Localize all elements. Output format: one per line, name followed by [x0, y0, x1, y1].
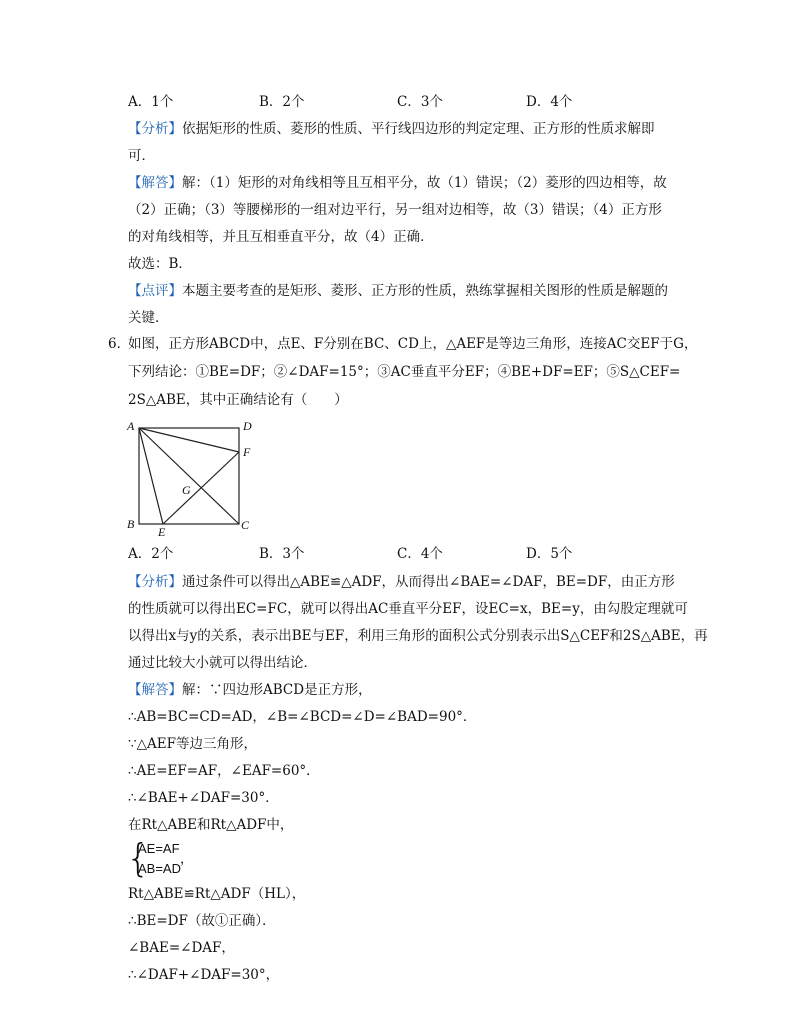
q6-answer: 【解答】解：∵四边形ABCD是正方形， — [128, 682, 372, 698]
label-f: F — [243, 445, 251, 459]
q6-analysis-line-4: 通过比较大小就可以得出结论． — [128, 655, 317, 671]
diagonal-ac — [139, 428, 239, 524]
q5-option-a: A．1个 — [128, 94, 174, 110]
equation-1: AE=AF — [138, 841, 180, 856]
q6-analysis-line-2: 的性质就可以得出EC=FC，就可以得出AC垂直平分EF，设EC=x，BE=y，由勾股定理就可 — [128, 601, 688, 617]
q5-answer: 【解答】解：（1）矩形的对角线相等且互相平分，故（1）错误；（2）菱形的四边相等，故 — [128, 175, 667, 191]
q6-analysis-line-3: 以得出x与y的关系，表示出BE与EF，利用三角形的面积公式分别表示出S△CEF和2S△ABE，再 — [128, 628, 708, 644]
q6-analysis: 【分析】通过条件可以得出△ABE≌△ADF，从而得出∠BAE=∠DAF，BE=DF，由正方形 — [128, 574, 675, 590]
q5-analysis-line-2: 可． — [128, 148, 155, 164]
q6-option-d: D．5个 — [526, 546, 573, 562]
q6-stem-line-2: 下列结论：①BE=DF；②∠DAF=15°；③AC垂直平分EF；④BE+DF=EF；⑤S△CEF= — [128, 364, 681, 380]
equation-2: AB=AD — [138, 861, 181, 876]
q6-answer-line-10: ∴∠DAF+∠DAF=30°， — [128, 967, 280, 983]
q5-option-b: B．2个 — [259, 94, 305, 110]
q6-answer-line-7: Rt△ABE≌Rt△ADF（HL）， — [128, 886, 306, 902]
q5-comment: 【点评】本题主要考查的是矩形、菱形、正方形的性质，熟练掌握相关图形的性质是解题的 — [128, 283, 668, 299]
q5-option-c: C．3个 — [397, 94, 443, 110]
q6-answer-line-6: 在Rt△ABE和Rt△ADF中， — [128, 817, 294, 833]
q6-answer-line-8: ∴BE=DF（故①正确）． — [128, 913, 276, 929]
q6-stem-line-1: 如图，正方形ABCD中，点E、F分别在BC、CD上，△AEF是等边三角形，连接AC交EF于G， — [128, 336, 698, 352]
q6-stem-line-3: 2S△ABE，其中正确结论有（ ） — [128, 392, 348, 408]
label-b: B — [127, 517, 135, 531]
square-figure — [120, 416, 260, 536]
label-g: G — [182, 483, 191, 497]
q5-answer-line-4: 故选：B． — [128, 256, 192, 272]
q6-option-c: C．4个 — [397, 546, 443, 562]
answer-tag: 【解答】 — [128, 682, 182, 698]
system-comma: ， — [180, 851, 194, 866]
q6-answer-line-9: ∠BAE=∠DAF， — [128, 940, 235, 956]
q6-answer-line-2: ∴AB=BC=CD=AD，∠B=∠BCD=∠D=∠BAD=90°． — [128, 709, 477, 725]
analysis-tag: 【分析】 — [128, 121, 182, 137]
q5-comment-line-2: 关键． — [128, 310, 169, 326]
label-d: D — [243, 419, 252, 433]
q6-option-a: A．2个 — [128, 546, 174, 562]
comment-tag: 【点评】 — [128, 283, 182, 299]
segment-ae — [139, 428, 163, 524]
label-e: E — [158, 525, 166, 536]
q6-number: 6． — [108, 336, 131, 352]
label-c: C — [241, 518, 250, 532]
q6-answer-line-4: ∴AE=EF=AF，∠EAF=60°． — [128, 763, 320, 779]
answer-tag: 【解答】 — [128, 175, 182, 191]
analysis-tag: 【分析】 — [128, 574, 182, 590]
q6-answer-line-3: ∵△AEF等边三角形， — [128, 736, 257, 752]
segment-af — [139, 428, 239, 452]
q5-answer-line-2: （2）正确；（3）等腰梯形的一组对边平行，另一组对边相等，故（3）错误；（4）正方形 — [128, 202, 662, 218]
q5-analysis: 【分析】依据矩形的性质、菱形的性质、平行线四边形的判定定理、正方形的性质求解即 — [128, 121, 655, 137]
left-brace: { — [126, 836, 151, 880]
q6-option-b: B．3个 — [259, 546, 305, 562]
q5-answer-line-3: 的对角线相等，并且互相垂直平分，故（4）正确． — [128, 229, 434, 245]
q5-option-d: D．4个 — [526, 94, 573, 110]
label-a: A — [127, 419, 135, 433]
q6-answer-line-5: ∴∠BAE+∠DAF=30°． — [128, 790, 279, 806]
